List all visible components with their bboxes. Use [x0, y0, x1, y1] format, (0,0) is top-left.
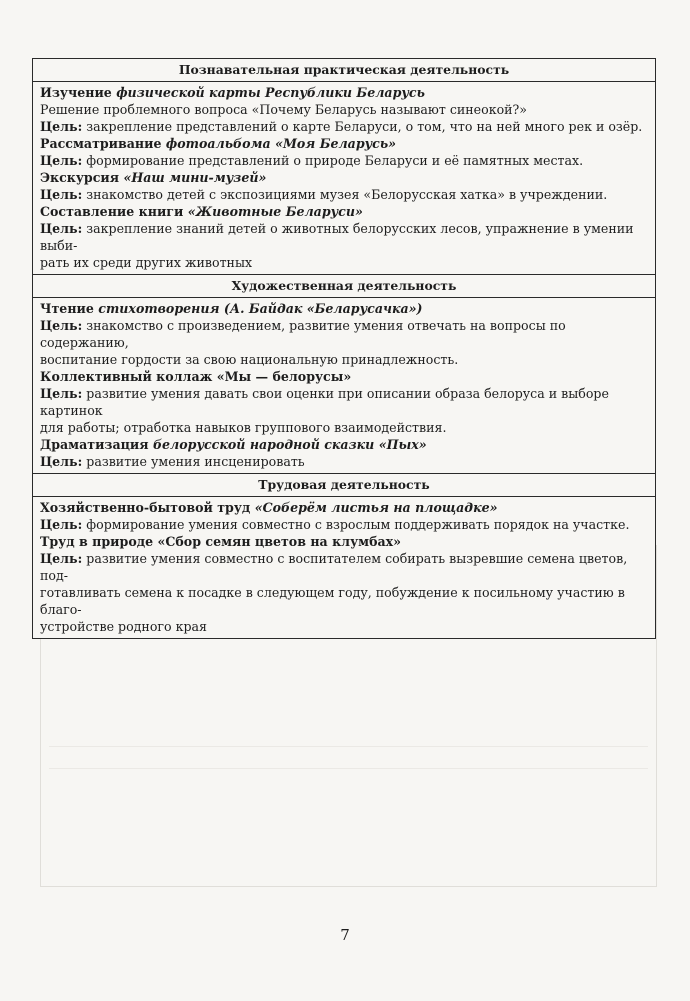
- section-title-labor: Трудовая деятельность: [33, 474, 656, 497]
- section-title-cognitive: Познавательная практическая деятельность: [33, 59, 656, 82]
- section-body-cognitive: Изучение физической карты Республики Беларусь Решение проблемного вопроса «Почему Беларусь называют синеокой?» Цель: закрепление представлений о карте Беларуси, о том, что на ней много рек и озёр. Рассматривание фотоальбома «Моя Беларусь» Цель: формирование представлений о природе Беларуси и её памятных местах. Экскурсия «Наш мини-музей» Цель: знакомство детей с экспозициями музея «Белорусская хатка» в учреждении. Составление книги «Животные Беларуси» Цель: закрепление знаний детей о животных белорусских лесов, упражнение в умении выби- рать их среди других животных: [33, 82, 656, 275]
- section-body-artistic: Чтение стихотворения (А. Байдак «Беларусачка») Цель: знакомство с произведением, развитие умения отвечать на вопросы по содержанию, воспитание гордости за свою национальную принадлежность. Коллективный коллаж «Мы — белорусы» Цель: развитие умения давать свои оценки при описании образа белоруса и выборе картинок для работы; отработка навыков группового взаимодействия. Драматизация белорусской народной сказки «Пых» Цель: развитие умения инсценировать: [33, 298, 656, 474]
- section-body-labor: Хозяйственно-бытовой труд «Соберём листья на площадке» Цель: формирование умения совместно с взрослым поддерживать порядок на участке. Труд в природе «Сбор семян цветов на клумбах» Цель: развитие умения совместно с воспитателем собирать вызревшие семена цветов, под- готавливать семена к посадке в следующем году, побуждение к посильному участию в благо- устройстве родного края: [33, 497, 656, 639]
- section-title-artistic: Художественная деятельность: [33, 275, 656, 298]
- activity-table: [32, 58, 656, 639]
- page-number: 7: [340, 926, 350, 944]
